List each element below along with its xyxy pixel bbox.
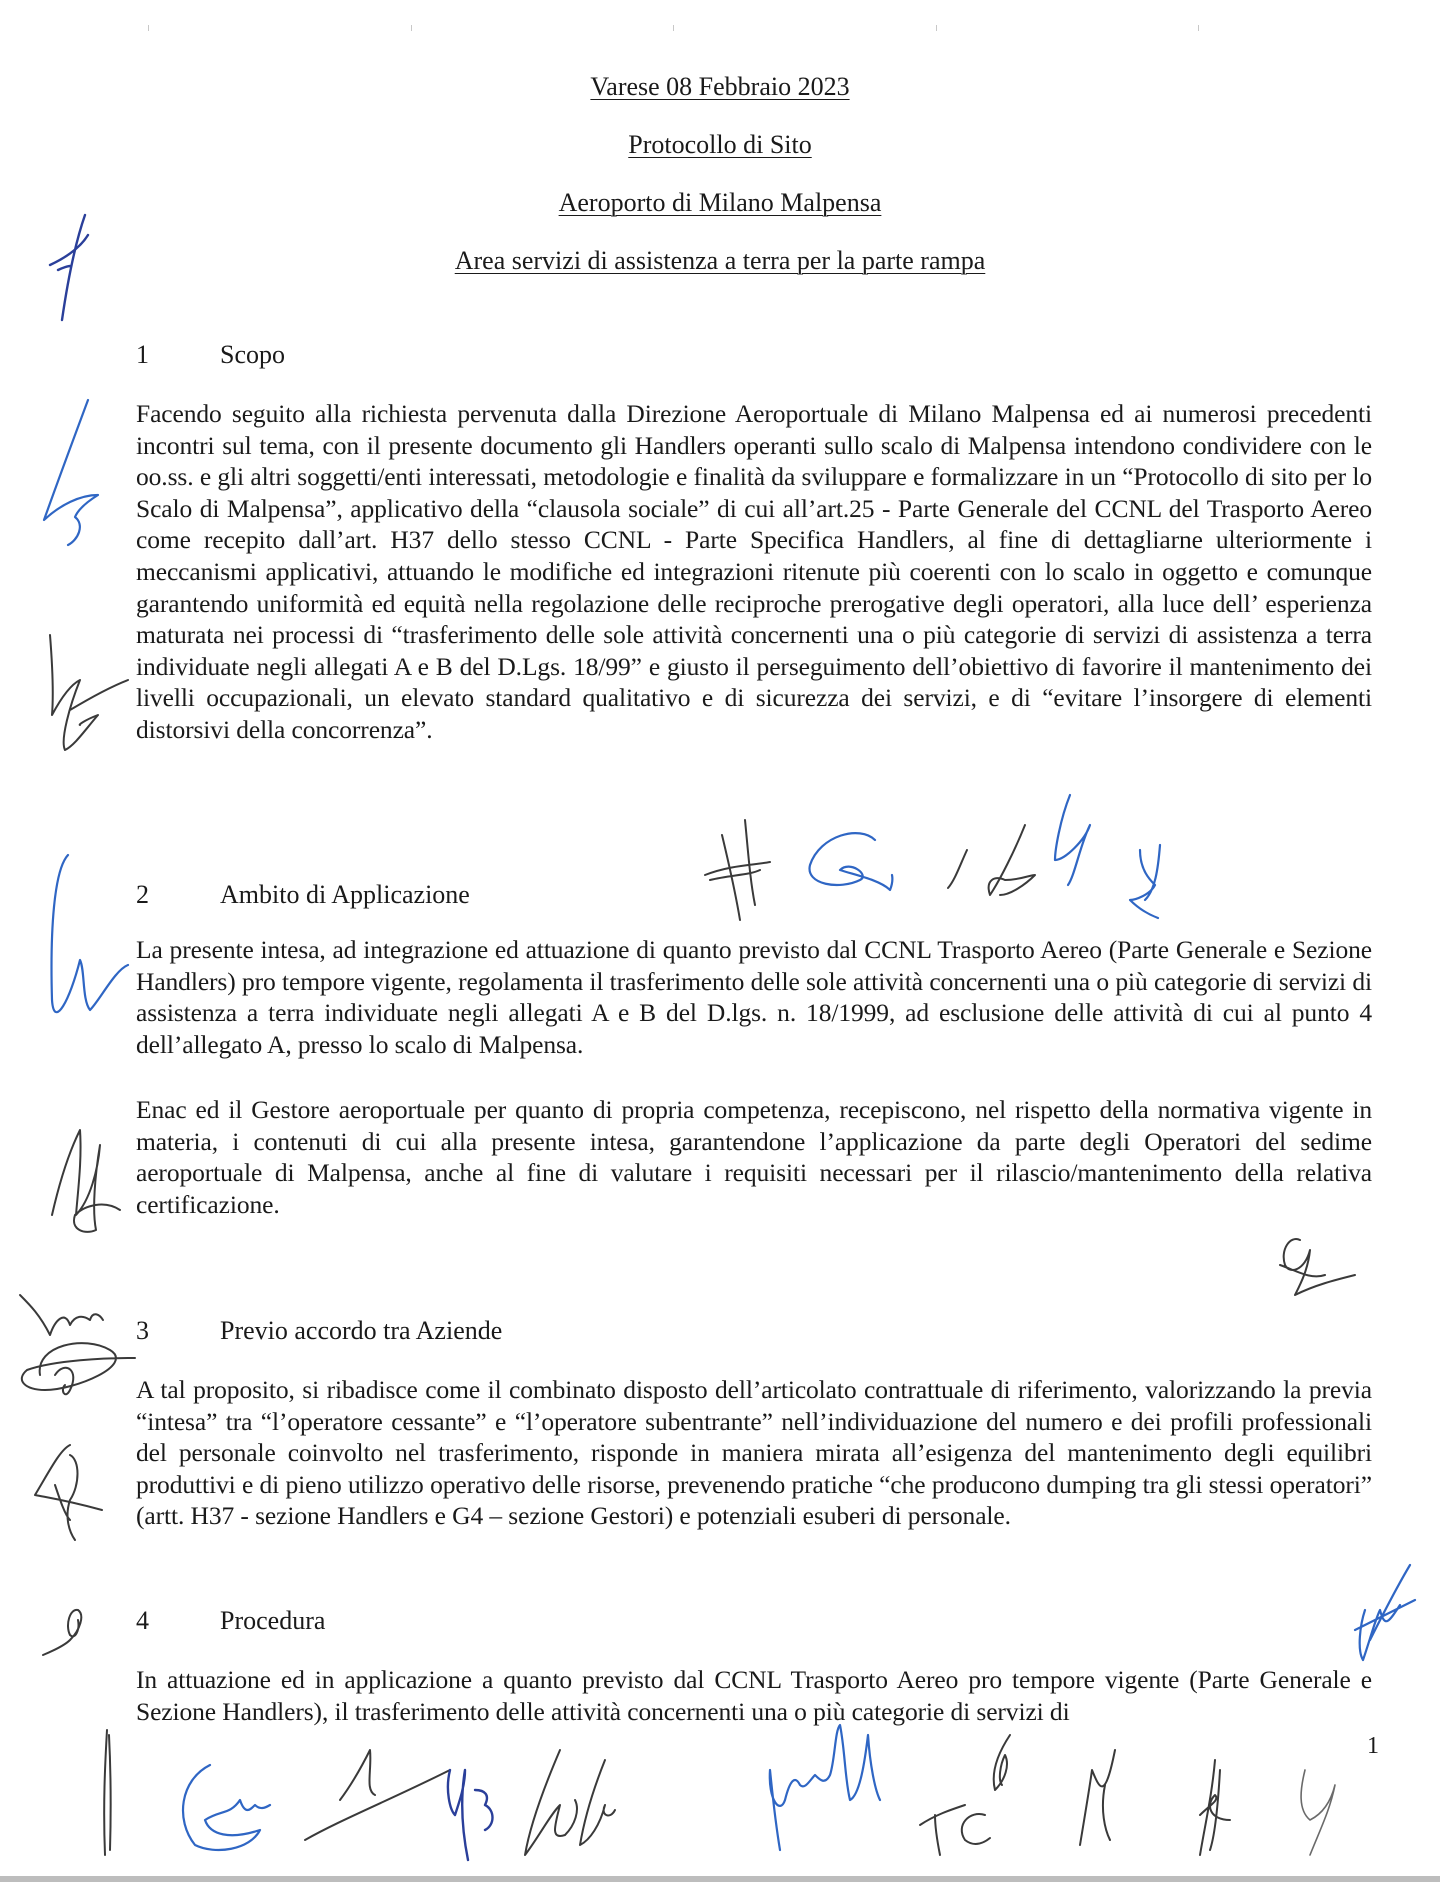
- signature-inline-3: [945, 820, 1065, 910]
- signature-bottom-3: [300, 1740, 460, 1850]
- signature-margin-6: [15, 1290, 135, 1420]
- section-4-heading: 4 Procedura: [136, 1606, 326, 1635]
- section-1-paragraph: Facendo seguito alla richiesta pervenuta dalla Direzione Aeroportuale di Milano Malpensa ed ai numerosi precedenti incontri sul tema, con il presente documento gli Handlers operanti sullo scalo di Malpensa intendono condividere con le oo.ss. e gli altri soggetti/enti interessati, metodologie e finalità da sviluppare e formalizzare in un “Protocollo di sito per lo Scalo di Malpensa”, applicativo della “clausola sociale” di cui all’art.25 - Parte Generale del CCNL del Trasporto Aereo come recepito dall’art. H37 dello stesso CCNL - Parte Specifica Handlers, al fine di dettagliarne ulteriormente i meccanismi applicativi, attuando le modifiche ed integrazioni ritenute più coerenti con lo scalo in oggetto e comunque garantendo uniformità ed equità nella regolazione delle reciproche prerogative degli operatori, alla luce dell’ esperienza maturata nei processi di “trasferimento delle sole attività concernenti una o più categorie di servizi di assistenza a terra individuate negli allegati A e B del D.Lgs. 18/99” e giusto il perseguimento dell’obiettivo di favorire il mantenimento dei livelli occupazionali, un elevato standard qualitativo e di sicurezza dei servizi, e di “evitare l’insorgere di elementi distorsivi della concorrenza”.: [136, 399, 1372, 744]
- document-subject: Area servizi di assistenza a terra per la parte rampa: [454, 246, 986, 275]
- signature-bottom-8: [1070, 1745, 1130, 1855]
- document-date: Varese 08 Febbraio 2023: [590, 72, 850, 101]
- signature-inline-7: [1345, 1560, 1425, 1670]
- scan-mark: [148, 25, 149, 31]
- scan-mark: [411, 25, 412, 31]
- section-2-heading: 2 Ambito di Applicazione: [136, 880, 470, 909]
- signature-margin-2: [40, 395, 110, 555]
- section-2-paragraph-1: La presente intesa, ad integrazione ed attuazione di quanto previsto dal CCNL Trasporto Aereo (Parte Generale e Sezione Handlers) pro tempore vigente, regolamenta il trasferimento delle sole attività concernenti una o più categorie di servizi di assistenza a terra individuate negli allegati A e B del D.lgs. n. 18/1999, ad esclusione delle attività di cui al punto 4 dell’allegato A, presso lo scalo di Malpensa.: [136, 935, 1372, 1059]
- page-number: 1: [1367, 1733, 1379, 1759]
- signature-inline-6: [1270, 1225, 1390, 1305]
- signature-margin-3: [40, 630, 130, 780]
- scan-mark: [1198, 25, 1199, 31]
- document-location: Aeroporto di Milano Malpensa: [558, 188, 882, 217]
- signature-margin-4: [40, 850, 130, 1050]
- signature-bottom-4: [440, 1750, 520, 1870]
- signature-bottom-5: [520, 1745, 660, 1875]
- scan-mark: [673, 25, 674, 31]
- signature-bottom-1: [95, 1725, 135, 1865]
- section-4-paragraph: In attuazione ed in applicazione a quanto previsto dal CCNL Trasporto Aereo pro tempore vigente (Parte Generale e Sezione Handlers), il trasferimento delle attività concernenti una o più categorie di servizi di: [136, 1665, 1372, 1726]
- signature-bottom-7: [910, 1730, 1040, 1860]
- document-title: Protocollo di Sito: [628, 130, 812, 159]
- section-3-paragraph: A tal proposito, si ribadisce come il combinato disposto dell’articolato contrattuale di riferimento, valorizzando la previa “intesa” tra “l’operatore cessante” e “l’operatore subentrante” nell’individuazione del numero e dei profili professionali del personale coinvolto nel trasferimento, risponde in maniera mirata all’esigenza del mantenimento degli equilibri produttivi e di pieno utilizzo operativo delle risorse, prevenendo pratiche “che producono dumping tra gli stessi operatori” (artt. H37 - sezione Handlers e G4 – sezione Gestori) e potenziali esuberi di personale.: [136, 1375, 1372, 1531]
- signature-margin-8: [40, 1590, 90, 1660]
- signature-margin-7: [30, 1440, 110, 1550]
- signature-margin-5: [40, 1120, 120, 1250]
- signature-bottom-6: [750, 1720, 920, 1870]
- scan-mark: [936, 25, 937, 31]
- signature-inline-2: [800, 815, 940, 905]
- signature-inline-4: [1040, 790, 1100, 900]
- signature-inline-5: [1120, 840, 1180, 920]
- page-margin: [0, 1882, 1440, 1891]
- signature-bottom-9: [1190, 1755, 1250, 1865]
- section-2-paragraph-2: Enac ed il Gestore aeroportuale per quanto di propria competenza, recepiscono, nel rispetto della normativa vigente in materia, i contenuti di cui alla presente intesa, garantendone l’applicazione da parte degli Operatori del sedime aeroportuale di Malpensa, anche al fine di valutare i requisiti necessari per il rilascio/mantenimento della relativa certificazione.: [136, 1095, 1372, 1219]
- signature-bottom-10: [1290, 1760, 1350, 1860]
- signature-bottom-2: [170, 1760, 300, 1860]
- section-1-heading: 1 Scopo: [136, 340, 285, 369]
- section-3-heading: 3 Previo accordo tra Aziende: [136, 1316, 503, 1345]
- signature-inline-1: [700, 820, 780, 930]
